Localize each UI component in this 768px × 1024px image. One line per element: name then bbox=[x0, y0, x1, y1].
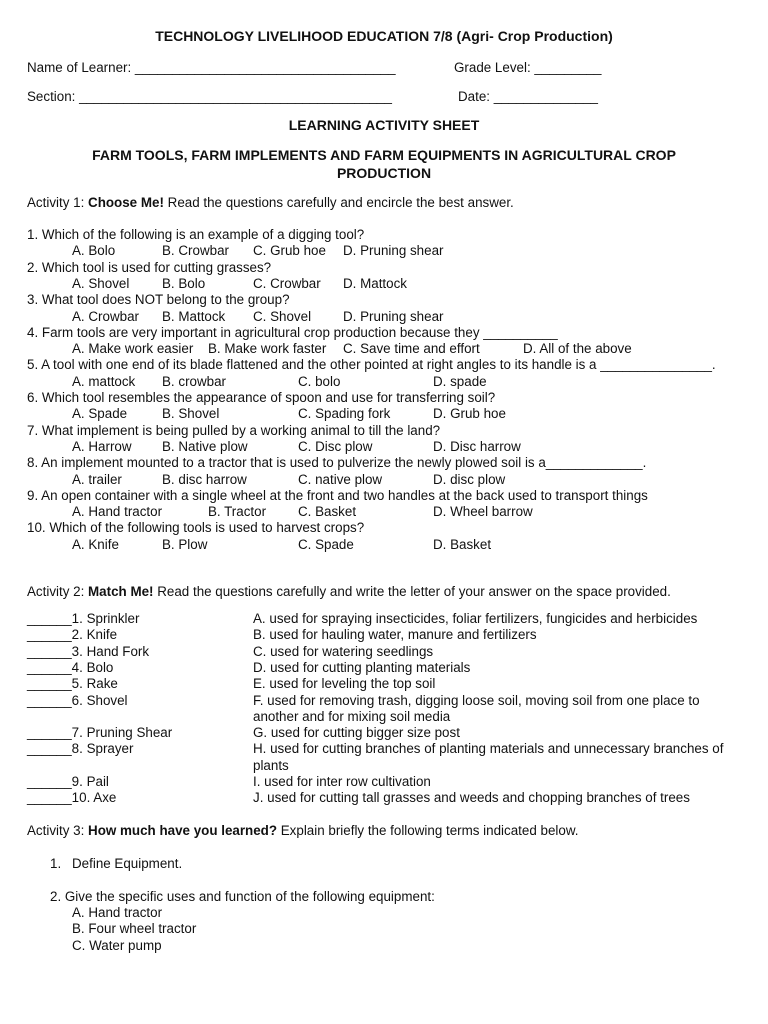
answer-option[interactable]: C. Save time and effort bbox=[343, 341, 480, 357]
activity2-prefix: Activity 2: bbox=[27, 584, 89, 599]
answer-option[interactable]: A. Hand tractor bbox=[72, 504, 163, 520]
activity3-item1-number: 1. bbox=[50, 856, 62, 871]
match-item-right: F. used for removing trash, digging loose soil, moving soil from one place to bbox=[253, 692, 700, 708]
answer-option[interactable]: A. Knife bbox=[72, 536, 119, 552]
answer-option[interactable]: D. Basket bbox=[433, 536, 492, 552]
activity3-sub-item: C. Water pump bbox=[72, 938, 162, 953]
answer-option[interactable]: D. All of the above bbox=[523, 341, 632, 357]
match-item-left[interactable]: ______8. Sprayer bbox=[27, 741, 134, 757]
activity3-item1-text: Define Equipment. bbox=[72, 856, 183, 871]
activity2-instruction: Read the questions carefully and write the letter of your answer on the space provided. bbox=[153, 584, 671, 599]
answer-option[interactable]: A. Spade bbox=[72, 406, 128, 422]
document-title: TECHNOLOGY LIVELIHOOD EDUCATION 7/8 (Agri- Crop Production) bbox=[155, 28, 613, 44]
match-item-left[interactable]: ______9. Pail bbox=[27, 774, 109, 789]
sheet-title: LEARNING ACTIVITY SHEET bbox=[288, 117, 480, 133]
date-field: Date: ______________ bbox=[458, 89, 598, 104]
answer-option[interactable]: B. Make work faster bbox=[208, 341, 327, 357]
answer-option[interactable]: C. native plow bbox=[298, 471, 383, 487]
activity1-name: Choose Me! bbox=[88, 195, 164, 210]
activity3-sub-item: B. Four wheel tractor bbox=[72, 921, 197, 936]
answer-option[interactable]: A. mattock bbox=[72, 373, 136, 389]
answer-option[interactable]: C. Disc plow bbox=[298, 438, 373, 454]
match-item-left[interactable]: ______3. Hand Fork bbox=[27, 643, 150, 659]
activity3-sub-item: A. Hand tractor bbox=[72, 905, 163, 920]
match-item-left[interactable]: ______1. Sprinkler bbox=[27, 611, 140, 626]
match-item-right: H. used for cutting branches of planting materials and unnecessary branches of bbox=[253, 741, 724, 757]
answer-option[interactable]: C. Crowbar bbox=[253, 275, 321, 291]
activity1-heading bbox=[27, 195, 514, 211]
question-text: 2. Which tool is used for cutting grasses? bbox=[27, 259, 272, 275]
match-item-left[interactable]: ______2. Knife bbox=[27, 627, 118, 643]
match-item-right: C. used for watering seedlings bbox=[253, 643, 434, 659]
match-item-right: I. used for inter row cultivation bbox=[253, 774, 431, 789]
answer-option[interactable]: D. Grub hoe bbox=[433, 406, 506, 422]
activity3-instruction: Explain briefly the following terms indicated below. bbox=[277, 823, 579, 838]
match-item-right: E. used for leveling the top soil bbox=[253, 676, 436, 692]
answer-option[interactable]: A. Shovel bbox=[72, 275, 130, 291]
answer-option[interactable]: B. crowbar bbox=[162, 373, 226, 389]
activity1-prefix: Activity 1: bbox=[27, 195, 89, 210]
answer-option[interactable]: C. Grub hoe bbox=[253, 243, 326, 259]
answer-option[interactable]: D. Pruning shear bbox=[343, 308, 444, 324]
answer-option[interactable]: D. Disc harrow bbox=[433, 438, 521, 454]
answer-option[interactable]: C. Spading fork bbox=[298, 406, 391, 422]
question-text: 4. Farm tools are very important in agricultural crop production because they __________ bbox=[27, 324, 558, 340]
question-text: 9. An open container with a single wheel at the front and two handles at the back used to transport things bbox=[27, 487, 648, 503]
answer-option[interactable]: B. disc harrow bbox=[162, 471, 247, 487]
activity3-item2-text: 2. Give the specific uses and function of the following equipment: bbox=[50, 889, 435, 904]
match-item-right: B. used for hauling water, manure and fertilizers bbox=[253, 627, 537, 643]
match-item-right: J. used for cutting tall grasses and weeds and chopping branches of trees bbox=[253, 790, 690, 806]
answer-option[interactable]: C. Spade bbox=[298, 536, 354, 552]
answer-option[interactable]: B. Plow bbox=[162, 536, 208, 552]
activity3-name: How much have you learned? bbox=[88, 823, 278, 838]
question-text: 7. What implement is being pulled by a working animal to till the land? bbox=[27, 422, 441, 438]
topic-title-line2: PRODUCTION bbox=[336, 165, 432, 181]
activity2-name: Match Me! bbox=[88, 584, 154, 599]
match-item-right: G. used for cutting bigger size post bbox=[253, 725, 460, 741]
answer-option[interactable]: C. bolo bbox=[298, 373, 341, 389]
answer-option[interactable]: B. Bolo bbox=[162, 275, 206, 291]
grade-level-field: Grade Level: _________ bbox=[454, 60, 602, 75]
answer-option[interactable]: D. disc plow bbox=[433, 471, 506, 487]
match-item-left[interactable]: ______5. Rake bbox=[27, 676, 118, 692]
match-item-left[interactable]: ______6. Shovel bbox=[27, 692, 128, 708]
question-text: 1. Which of the following is an example of a digging tool? bbox=[27, 227, 365, 242]
match-item-left[interactable]: ______7. Pruning Shear bbox=[27, 725, 173, 741]
name-of-learner-field: Name of Learner: ___________________________________ bbox=[27, 60, 396, 75]
answer-option[interactable]: A. Bolo bbox=[72, 243, 116, 259]
answer-option[interactable]: D. Wheel barrow bbox=[433, 504, 533, 520]
answer-option[interactable]: A. Make work easier bbox=[72, 341, 194, 357]
activity3-heading bbox=[27, 823, 578, 839]
question-text: 3. What tool does NOT belong to the group? bbox=[27, 292, 290, 308]
answer-option[interactable]: B. Crowbar bbox=[162, 243, 229, 259]
answer-option[interactable]: C. Basket bbox=[298, 504, 357, 520]
answer-option[interactable]: D. Mattock bbox=[343, 275, 407, 291]
activity3-prefix: Activity 3: bbox=[27, 823, 89, 838]
answer-option[interactable]: C. Shovel bbox=[253, 308, 312, 324]
topic-title-line1: FARM TOOLS, FARM IMPLEMENTS AND FARM EQUIPMENTS IN AGRICULTURAL CROP bbox=[92, 147, 676, 163]
answer-option[interactable]: A. Harrow bbox=[72, 438, 132, 454]
answer-option[interactable]: B. Native plow bbox=[162, 438, 248, 454]
answer-option[interactable]: A. trailer bbox=[72, 471, 122, 487]
match-item-right: another and for mixing soil media bbox=[253, 708, 451, 724]
answer-option[interactable]: B. Tractor bbox=[208, 504, 267, 520]
question-text: 5. A tool with one end of its blade flattened and the other pointed at right angles to its handle is a _______________. bbox=[27, 357, 716, 373]
section-field: Section: __________________________________________ bbox=[27, 89, 392, 104]
match-item-right: plants bbox=[253, 757, 289, 773]
question-text: 6. Which tool resembles the appearance of spoon and use for transferring soil? bbox=[27, 390, 496, 405]
match-item-left[interactable]: ______4. Bolo bbox=[27, 659, 114, 675]
activity2-heading bbox=[27, 584, 671, 600]
question-text: 8. An implement mounted to a tractor that is used to pulverize the newly plowed soil is a_____________. bbox=[27, 455, 647, 471]
question-text: 10. Which of the following tools is used to harvest crops? bbox=[27, 520, 365, 536]
match-item-right: A. used for spraying insecticides, foliar fertilizers, fungicides and herbicides bbox=[253, 611, 698, 626]
answer-option[interactable]: D. spade bbox=[433, 373, 487, 389]
match-item-right: D. used for cutting planting materials bbox=[253, 659, 471, 675]
activity1-instruction: Read the questions carefully and encircle the best answer. bbox=[163, 195, 514, 210]
answer-option[interactable]: D. Pruning shear bbox=[343, 243, 444, 259]
answer-option[interactable]: A. Crowbar bbox=[72, 308, 139, 324]
answer-option[interactable]: B. Shovel bbox=[162, 406, 220, 422]
match-item-left[interactable]: ______10. Axe bbox=[27, 790, 117, 806]
answer-option[interactable]: B. Mattock bbox=[162, 308, 226, 324]
